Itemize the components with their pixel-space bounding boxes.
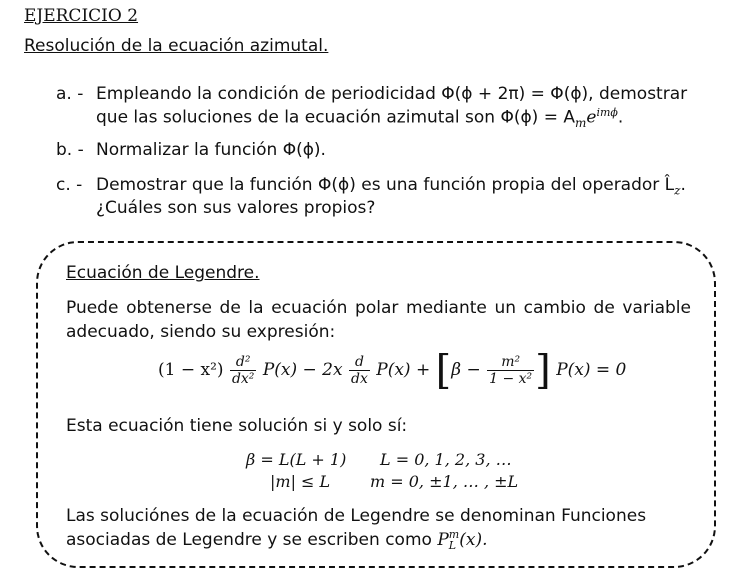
eq-f2-num: d [354,354,364,370]
item-a-exp-base: e [586,107,597,128]
legendre-title: Ecuación de Legendre. [66,263,260,283]
item-a-line2 [96,106,623,130]
legendre-function-arg: (x). [459,530,488,550]
legendre-function-symbol: P [437,530,449,550]
eq-f3-num: m² [501,354,521,370]
eq-term-3: P(x) + [376,360,431,380]
item-a-exponent: imϕ [596,106,618,119]
item-c-line1-text: Demostrar que la función Φ(ϕ) es una función propia del operador L̂ [96,175,675,195]
legendre-function-sup: m [448,528,460,541]
item-a-label: a. - [56,84,84,104]
item-b-line1: Normalizar la función Φ(ϕ). [96,140,326,160]
item-c-period: . [680,175,686,195]
exercise-subtitle: Resolución de la ecuación azimutal. [24,36,329,56]
eq-term-1: (1 − x²) [158,360,224,380]
legendre-paragraph-3-text: Las soluciónes de la ecuación de Legendre se denominan Funciones asociadas de Legendre y se escriben como [66,506,647,550]
eq-f3-den: 1 − x² [489,371,533,387]
eq-term-4: β − [451,360,481,380]
item-c-line2: ¿Cuáles son sus valores propios? [96,198,376,218]
legendre-function-indices [449,529,459,551]
eq-term-2: P(x) − 2x [262,360,343,380]
eq-left-bracket: [ [435,347,452,394]
eq-term-5: P(x) = 0 [556,360,627,380]
legendre-paragraph-2: Esta ecuación tiene solución si y solo sí: [66,416,408,436]
exercise-title: EJERCICIO 2 [24,6,139,26]
item-a-period: . [617,107,624,128]
legendre-paragraph-1: Puede obtenerse de la ecuación polar mediante un cambio de variable adecuado, siendo su expresión: [66,298,691,342]
condition-1-right: L = 0, 1, 2, 3, … [380,450,512,469]
eq-f1-den: dx² [231,371,255,387]
item-c-label: c. - [56,175,83,195]
eq-fraction-1 [230,354,256,387]
item-c-line1 [96,175,686,197]
eq-fraction-2 [349,354,370,387]
condition-2-left: |m| ≤ L [270,472,331,491]
item-b-label: b. - [56,140,84,160]
item-a-line1: Empleando la condición de periodicidad Φ(ϕ + 2π) = Φ(ϕ), demostrar [96,84,688,104]
legendre-function-sub: L [448,539,457,552]
eq-right-bracket: ] [535,347,551,394]
condition-2-right: m = 0, ±1, … , ±L [370,472,519,491]
legendre-equation [158,347,627,394]
eq-f2-den: dx [351,371,368,387]
eq-f1-num: d² [235,354,251,370]
legendre-paragraph-3 [66,504,696,552]
eq-fraction-3 [487,354,534,387]
item-a-line2-text: que las soluciones de la ecuación azimutal son Φ(ϕ) = A [96,107,575,128]
item-c-subscript: z [674,183,681,198]
condition-1-left: β = L(L + 1) [246,450,347,469]
item-a-subscript: m [574,116,587,131]
